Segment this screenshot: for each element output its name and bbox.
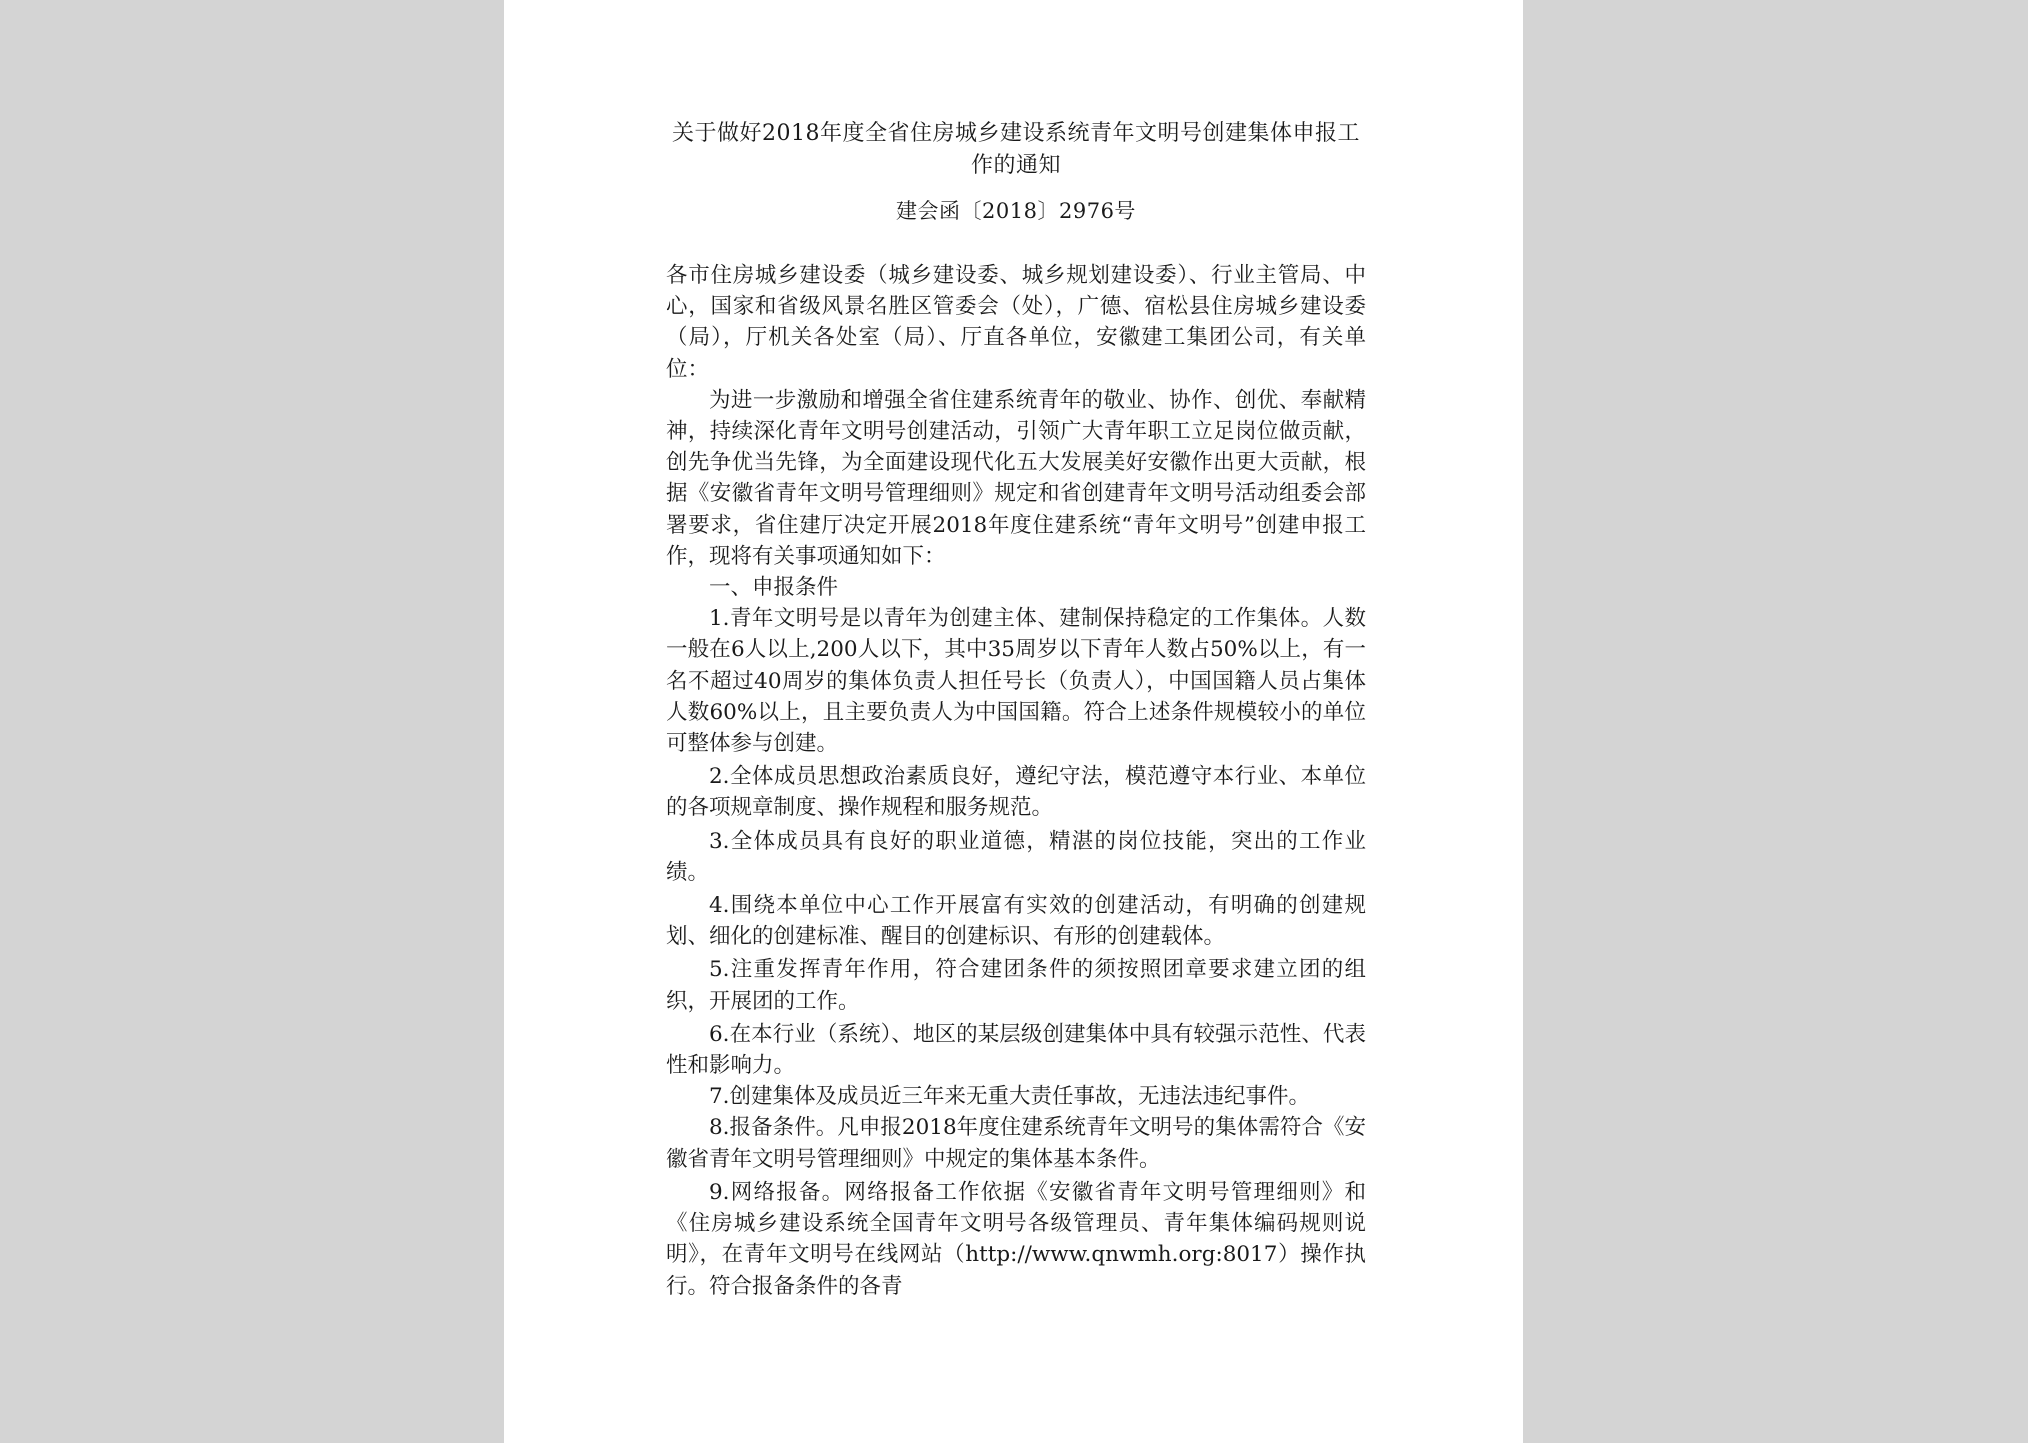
condition-item-6: 6.在本行业（系统）、地区的某层级创建集体中具有较强示范性、代表性和影响力。 bbox=[666, 1021, 1366, 1079]
section-heading: 一、申报条件 bbox=[709, 575, 839, 601]
condition-item-9: 9.网络报备。网络报备工作依据《安徽省青年文明号管理细则》和《住房城乡建设系统全国青年文明号各级管理员、青年集体编码规则说明》，在青年文明号在线网站（http://www.qnwmh.org:8017）操作执行。符合报备条件的各青 bbox=[666, 1179, 1366, 1299]
condition-item-3: 3.全体成员具有良好的职业道德，精湛的岗位技能，突出的工作业绩。 bbox=[666, 828, 1366, 885]
condition-item-4: 4.围绕本单位中心工作开展富有实效的创建活动，有明确的创建规划、细化的创建标准、醒目的创建标识、有形的创建载体。 bbox=[666, 893, 1366, 950]
condition-item-7: 7.创建集体及成员近三年来无重大责任事故，无违法违纪事件。 bbox=[709, 1084, 1311, 1110]
condition-item-2: 2.全体成员思想政治素质良好，遵纪守法，模范遵守本行业、本单位的各项规章制度、操作规程和服务规范。 bbox=[666, 764, 1366, 821]
document-title: 关于做好2018年度全省住房城乡建设系统青年文明号创建集体申报工作的通知 bbox=[672, 121, 1360, 178]
document-page bbox=[504, 0, 1523, 1443]
condition-item-8: 8.报备条件。凡申报2018年度住建系统青年文明号的集体需符合《安徽省青年文明号管理细则》中规定的集体基本条件。 bbox=[666, 1115, 1366, 1172]
condition-item-1: 1.青年文明号是以青年为创建主体、建制保持稳定的工作集体。人数一般在6人以上,200人以下，其中35周岁以下青年人数占50%以上，有一名不超过40周岁的集体负责人担任号长（负责人），中国国籍人员占集体人数60%以上，且主要负责人为中国国籍。符合上述条件规模较小的单位可整体参与创建。 bbox=[666, 606, 1366, 757]
intro-paragraph: 为进一步激励和增强全省住建系统青年的敬业、协作、创优、奉献精神，持续深化青年文明号创建活动，引领广大青年职工立足岗位做贡献，创先争优当先锋，为全面建设现代化五大发展美好安徽作出更大贡献，根据《安徽省青年文明号管理细则》规定和省创建青年文明号活动组委会部署要求，省住建厅决定开展2018年度住建系统“青年文明号”创建申报工作，现将有关事项通知如下： bbox=[666, 387, 1366, 569]
document-content bbox=[666, 118, 1366, 1302]
document-number: 建会函〔2018〕2976号 bbox=[896, 199, 1136, 223]
condition-item-5: 5.注重发挥青年作用，符合建团条件的须按照团章要求建立团的组织，开展团的工作。 bbox=[666, 957, 1366, 1014]
addressee: 各市住房城乡建设委（城乡建设委、城乡规划建设委）、行业主管局、中心，国家和省级风景名胜区管委会（处），广德、宿松县住房城乡建设委（局），厅机关各处室（局）、厅直各单位，安徽建工集团公司，有关单位： bbox=[666, 263, 1366, 382]
